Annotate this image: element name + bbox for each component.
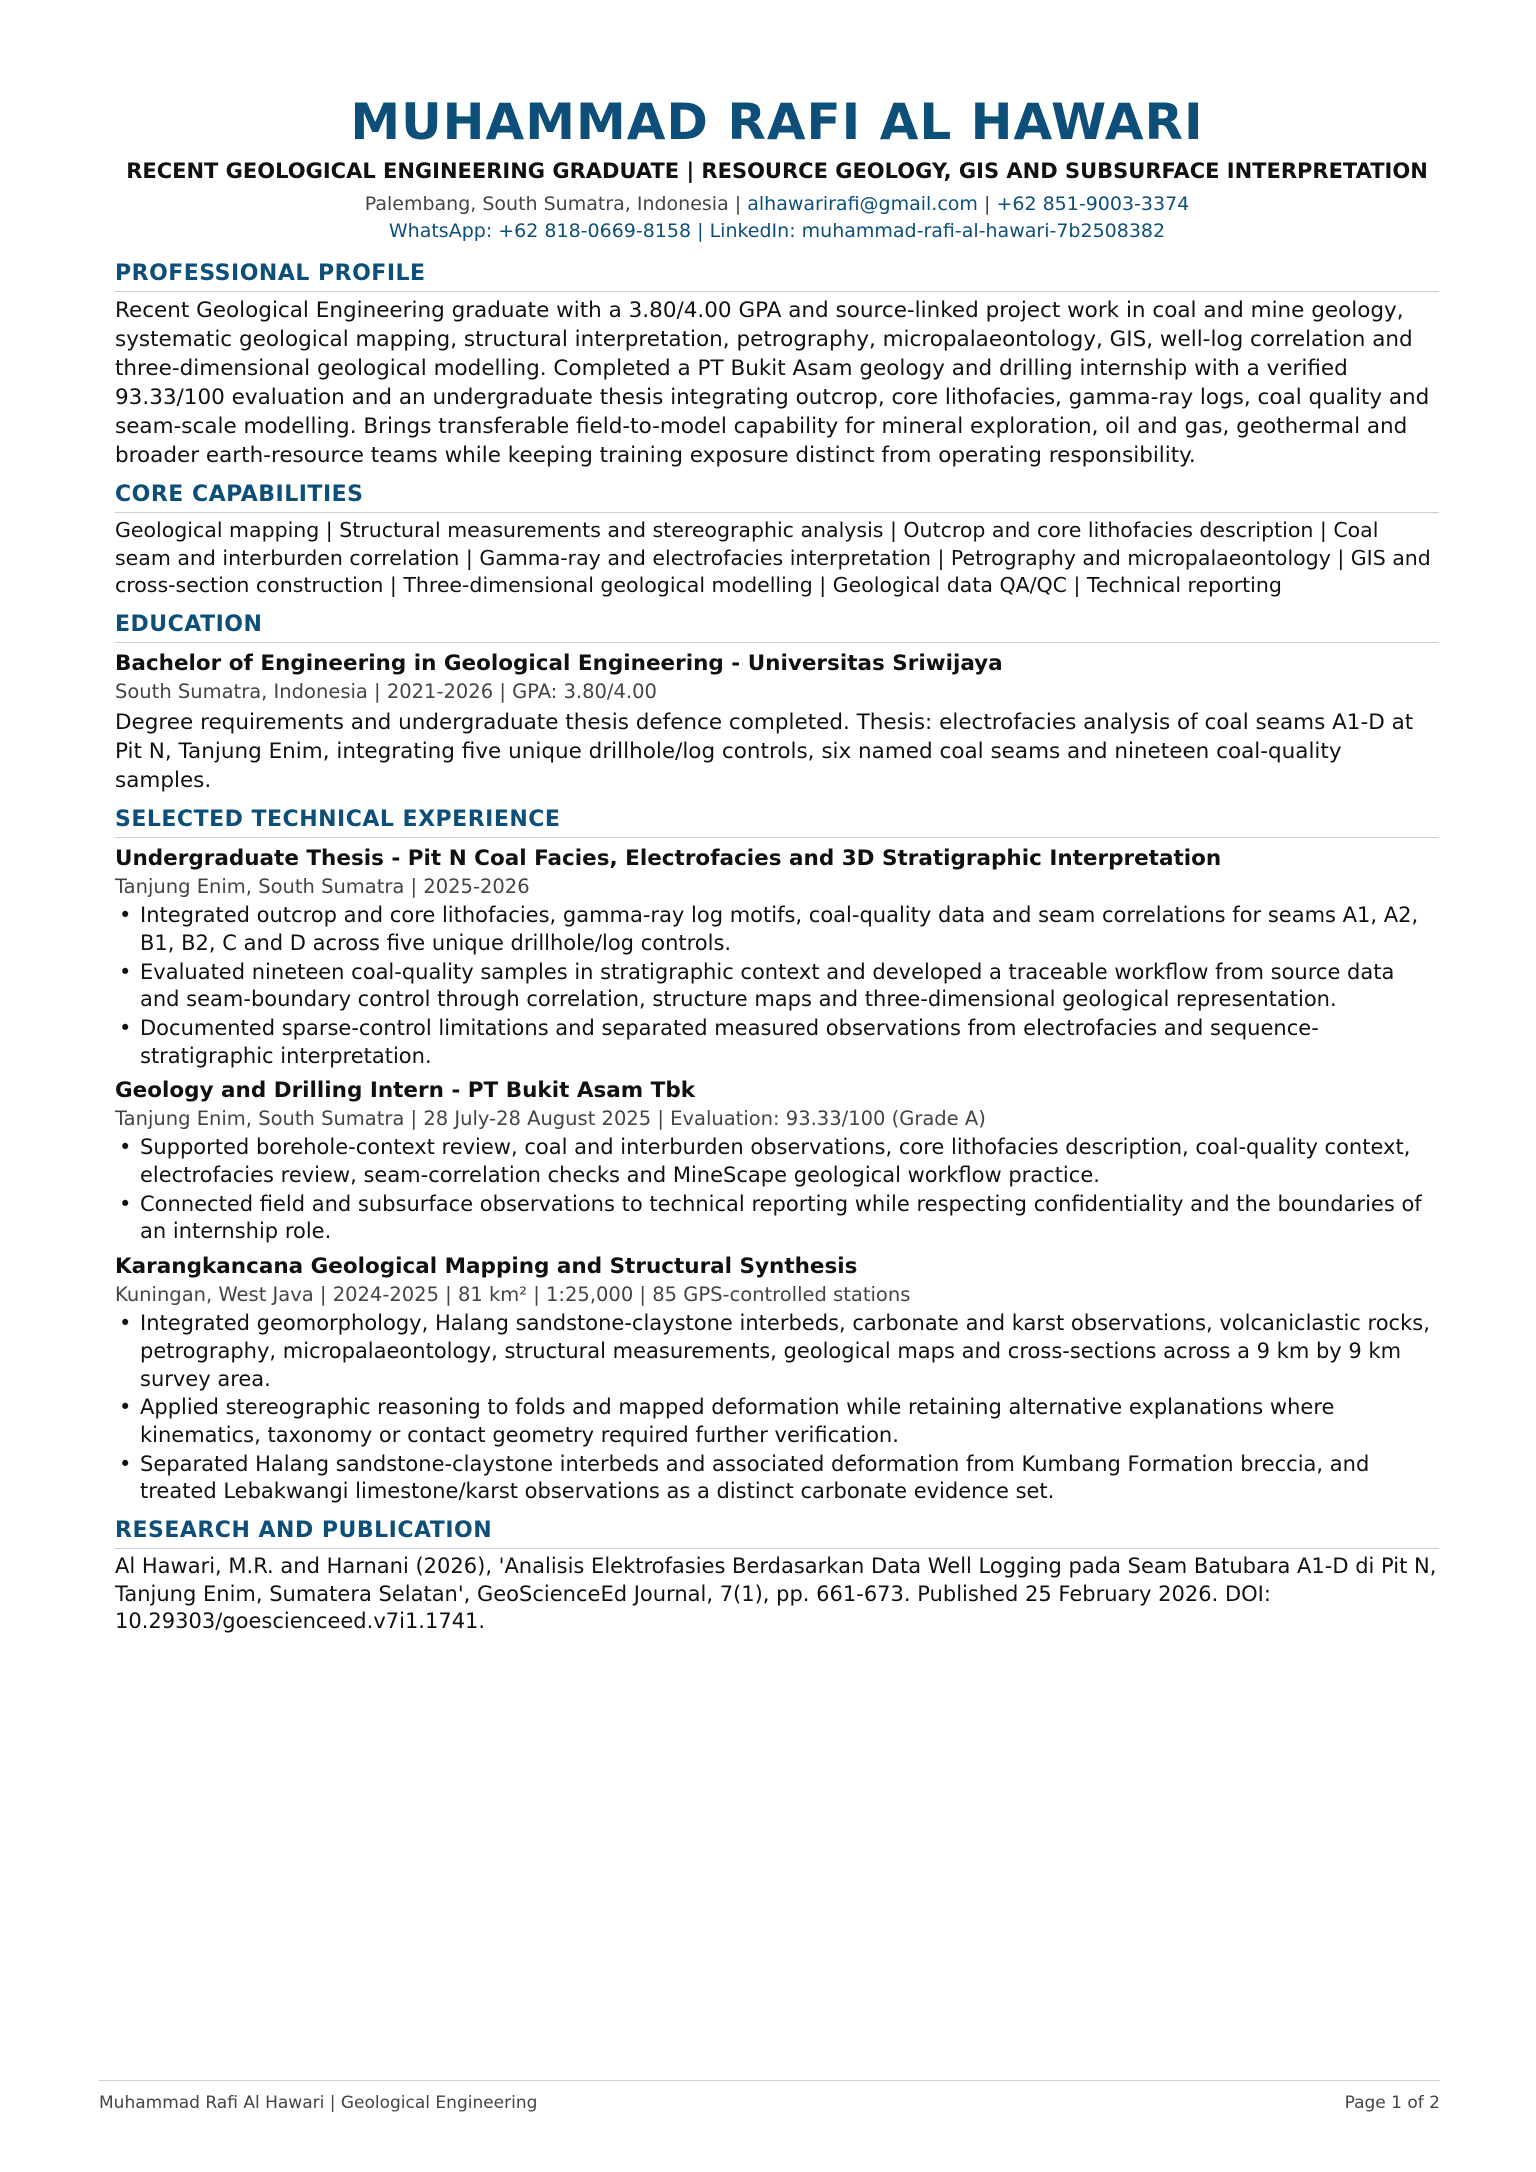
- bullet-item: • Connected field and subsurface observations to technical reporting while respecting confidentiality and the boundaries of an internship role.: [119, 1191, 1422, 1244]
- email-link[interactable]: alhawarirafi@gmail.com: [747, 193, 978, 215]
- bullet-list: [115, 1310, 1439, 1506]
- degree-meta: South Sumatra, Indonesia | 2021-2026 | GPA: 3.80/4.00: [115, 680, 657, 704]
- bullet-item: • Integrated outcrop and core lithofacies, gamma-ray log motifs, coal-quality data and seam correlations for seams A1, A2, B1, B2, C and D across five unique drillhole/log controls.: [119, 903, 1419, 955]
- page-number: Page 1 of 2: [1344, 2093, 1440, 2113]
- bullet-item: • Evaluated nineteen coal-quality samples in stratigraphic context and developed a traceable workflow from source data and seam-boundary control through correlation, structure maps and three-dimensional geological representation.: [119, 959, 1395, 1012]
- bullet-glyph: •: [119, 1451, 132, 1476]
- experience-meta: Tanjung Enim, South Sumatra | 28 July-28 August 2025 | Evaluation: 93.33/100 (Grade A): [115, 1107, 986, 1131]
- location: Palembang, South Sumatra, Indonesia: [364, 193, 729, 215]
- education-text: Degree requirements and undergraduate thesis defence completed. Thesis: electrofacies analysis of coal seams A1-D at Pit N, Tanjung Enim, integrating five unique drillhole/log controls, six named coal seams and nineteen coal-quality samples.: [115, 710, 1414, 794]
- headline: RECENT GEOLOGICAL ENGINEERING GRADUATE | RESOURCE GEOLOGY, GIS AND SUBSURFACE INTERPRETATION: [126, 159, 1428, 183]
- separator: |: [983, 193, 991, 215]
- bullet-list: [115, 1134, 1439, 1246]
- bullet-glyph: •: [119, 1191, 132, 1216]
- section-title-experience: SELECTED TECHNICAL EXPERIENCE: [115, 805, 1439, 838]
- footer-left: Muhammad Rafi Al Hawari | Geological Engineering: [99, 2093, 538, 2113]
- bullet-glyph: •: [119, 903, 132, 928]
- bullet-list: [115, 902, 1439, 1070]
- separator: |: [734, 193, 742, 215]
- bullet-glyph: •: [119, 1311, 132, 1336]
- degree-title: Bachelor of Engineering in Geological Engineering - Universitas Sriwijaya: [115, 651, 1003, 677]
- page-footer: [99, 2080, 1440, 2113]
- bullet-item: • Applied stereographic reasoning to folds and mapped deformation while retaining alternative explanations where kinematics, taxonomy or contact geometry required further verification.: [119, 1395, 1335, 1447]
- capabilities-text: Geological mapping | Structural measurements and stereographic analysis | Outcrop and core lithofacies description | Coal seam and interburden correlation | Gamma-ray and electrofacies interpretation | Petrography and micropalaeontology | GIS and cross-section construction | Three-dimensional geological modelling | Geological data QA/QC | Technical reporting: [115, 518, 1431, 598]
- phone-link[interactable]: +62 851-9003-3374: [996, 193, 1190, 215]
- contact-line-1: [115, 191, 1439, 218]
- bullet-glyph: •: [119, 959, 132, 984]
- profile-text: Recent Geological Engineering graduate with a 3.80/4.00 GPA and source-linked project work in coal and mine geology, systematic geological mapping, structural interpretation, petrography, micropalaeontology, GIS, well-log correlation and three-dimensional geological modelling. Completed a PT Bukit Asam geology and drilling internship with a verified 93.33/100 evaluation and an undergraduate thesis integrating outcrop, core lithofacies, gamma-ray logs, coal quality and seam-scale modelling. Brings transferable field-to-model capability for mineral exploration, oil and gas, geothermal and broader earth-resource teams while keeping training exposure distinct from operating responsibility.: [115, 298, 1430, 468]
- experience-entry: [115, 1076, 1439, 1246]
- experience-title: Karangkancana Geological Mapping and Structural Synthesis: [115, 1254, 858, 1280]
- bullet-item: • Supported borehole-context review, coal and interburden observations, core lithofacies description, coal-quality context, electrofacies review, seam-correlation checks and MineScape geological workflow practice.: [119, 1135, 1411, 1188]
- bullet-item: • Separated Halang sandstone-claystone interbeds and associated deformation from Kumbang Formation breccia, and treated Lebakwangi limestone/karst observations as a distinct carbonate evidence set.: [119, 1451, 1370, 1504]
- experience-meta: Kuningan, West Java | 2024-2025 | 81 km² | 1:25,000 | 85 GPS-controlled stations: [115, 1283, 911, 1307]
- bullet-item: • Integrated geomorphology, Halang sandstone-claystone interbeds, carbonate and karst observations, volcaniclastic rocks, petrography, micropalaeontology, structural measurements, geological maps and cross-sections across a 9 km by 9 km survey area.: [119, 1311, 1430, 1391]
- bullet-glyph: •: [119, 1135, 132, 1160]
- separator: |: [697, 220, 704, 242]
- whatsapp-link[interactable]: WhatsApp: +62 818-0669-8158: [388, 220, 692, 242]
- linkedin-link[interactable]: LinkedIn: muhammad-rafi-al-hawari-7b2508382: [709, 220, 1166, 242]
- section-title-education: EDUCATION: [115, 610, 1439, 643]
- experience-title: Geology and Drilling Intern - PT Bukit Asam Tbk: [115, 1078, 696, 1104]
- contact-line-2: [115, 218, 1439, 245]
- bullet-glyph: •: [119, 1015, 132, 1040]
- resume-page: [115, 92, 1439, 1636]
- experience-entry: [115, 1252, 1439, 1506]
- section-title-profile: PROFESSIONAL PROFILE: [115, 259, 1439, 292]
- bullet-glyph: •: [119, 1395, 132, 1420]
- experience-meta: Tanjung Enim, South Sumatra | 2025-2026: [115, 875, 530, 899]
- candidate-name: MUHAMMAD RAFI AL HAWARI: [350, 93, 1204, 151]
- section-title-research: RESEARCH AND PUBLICATION: [115, 1516, 1439, 1549]
- publication-citation: Al Hawari, M.R. and Harnani (2026), 'Analisis Elektrofasies Berdasarkan Data Well Logging pada Seam Batubara A1-D di Pit N, Tanjung Enim, Sumatera Selatan', GeoScienceEd Journal, 7(1), pp. 661-673. Published 25 February 2026. DOI: 10.29303/goescienceed.v7i1.1741.: [115, 1554, 1437, 1634]
- experience-title: Undergraduate Thesis - Pit N Coal Facies, Electrofacies and 3D Stratigraphic Interpretation: [115, 846, 1222, 872]
- section-title-capabilities: CORE CAPABILITIES: [115, 480, 1439, 513]
- bullet-item: • Documented sparse-control limitations and separated measured observations from electrofacies and sequence-stratigraphic interpretation.: [119, 1015, 1319, 1068]
- experience-entry: [115, 844, 1439, 1070]
